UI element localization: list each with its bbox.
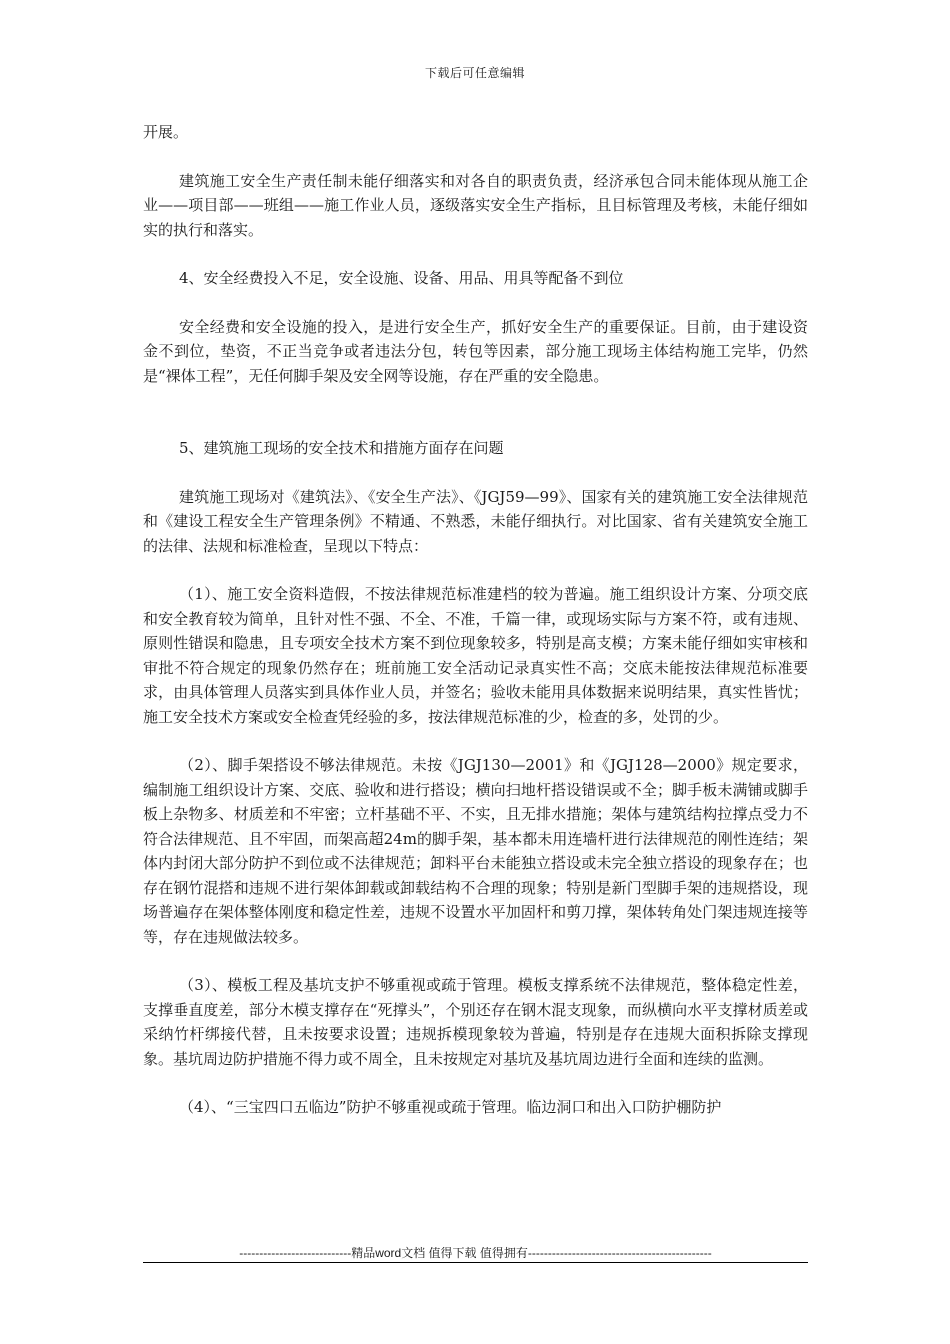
section-heading-5: 5、建筑施工现场的安全技术和措施方面存在问题	[179, 439, 504, 457]
document-body	[143, 120, 808, 1120]
footer-divider	[143, 1262, 808, 1263]
list-item-3: （3）、模板工程及基坑支护不够重视或疏于管理。模板支撑系统不法律规范，整体稳定性差，支撑垂直度差，部分木模支撑存在“死撑头”，个别还存在钢木混支现象，而纵横向水平支撑材质差或采纳竹杆绑接代替，且未按要求设置；违规拆模现象较为普遍，特别是存在违规大面积拆除支撑现象。基坑周边防护措施不得力或不周全，且未按规定对基坑及基坑周边进行全面和连续的监测。	[143, 976, 808, 1068]
list-item-4: （4）、“三宝四口五临边”防护不够重视或疏于管理。临边洞口和出入口防护棚防护	[179, 1098, 722, 1116]
paragraph-continuation: 开展。	[143, 123, 189, 141]
list-item-2: （2）、脚手架搭设不够法律规范。未按《JGJ130—2001》和《JGJ128—2000》规定要求，编制施工组织设计方案、交底、验收和进行搭设；横向扫地杆搭设错误或不全；脚手板未满铺或脚手板上杂物多、材质差和不牢密；立杆基础不平、不实，且无排水措施；架体与建筑结构拉撑点受力不符合法律规范、且不牢固，而架高超24m的脚手架，基本都未用连墙杆进行法律规范的刚性连结；架体内封闭大部分防护不到位或不法律规范；卸料平台未能独立搭设或未完全独立搭设的现象存在；也存在钢竹混搭和违规不进行架体卸载或卸载结构不合理的现象；特别是新门型脚手架的违规搭设，现场普遍存在架体整体刚度和稳定性差，违规不设置水平加固杆和剪刀撑，架体转角处门架违规连接等等，存在违规做法较多。	[143, 756, 808, 946]
list-item-1: （1）、施工安全资料造假，不按法律规范标准建档的较为普遍。施工组织设计方案、分项交底和安全教育较为简单，且针对性不强、不全、不准，千篇一律，或现场实际与方案不符，或有违规、原则性错误和隐患，且专项安全技术方案不到位现象较多，特别是高支模；方案未能仔细如实审核和审批不符合规定的现象仍然存在；班前施工安全活动记录真实性不高；交底未能按法律规范标准要求，由具体管理人员落实到具体作业人员，并签名；验收未能用具体数据来说明结果，真实性皆忧；施工安全技术方案或安全检查凭经验的多，按法律规范标准的少，检查的多，处罚的少。	[143, 585, 808, 726]
paragraph-funding: 安全经费和安全设施的投入，是进行安全生产，抓好安全生产的重要保证。目前，由于建设资金不到位，垫资，不正当竞争或者违法分包，转包等因素，部分施工现场主体结构施工完毕，仍然是“裸体工程”，无任何脚手架及安全网等设施，存在严重的安全隐患。	[143, 317, 808, 385]
paragraph-regulations: 建筑施工现场对《建筑法》、《安全生产法》、《JGJ59—99》、国家有关的建筑施工安全法律规范和《建设工程安全生产管理条例》不精通、不熟悉，未能仔细执行。对比国家、省有关建筑安全施工的法律、法规和标准检查，呈现以下特点：	[143, 487, 808, 555]
page-header: 下载后可任意编辑	[424, 66, 525, 80]
section-heading-4: 4、安全经费投入不足，安全设施、设备、用品、用具等配备不到位	[179, 269, 624, 287]
paragraph-responsibility: 建筑施工安全生产责任制未能仔细落实和对各自的职责负责，经济承包合同未能体现从施工企业——项目部——班组——施工作业人员，逐级落实安全生产指标，且目标管理及考核，未能仔细如实的执行和落实。	[143, 171, 808, 239]
page-footer: ----------------------------精品word文档 值得下载 值得拥有----------------------------------------------	[239, 1246, 712, 1260]
